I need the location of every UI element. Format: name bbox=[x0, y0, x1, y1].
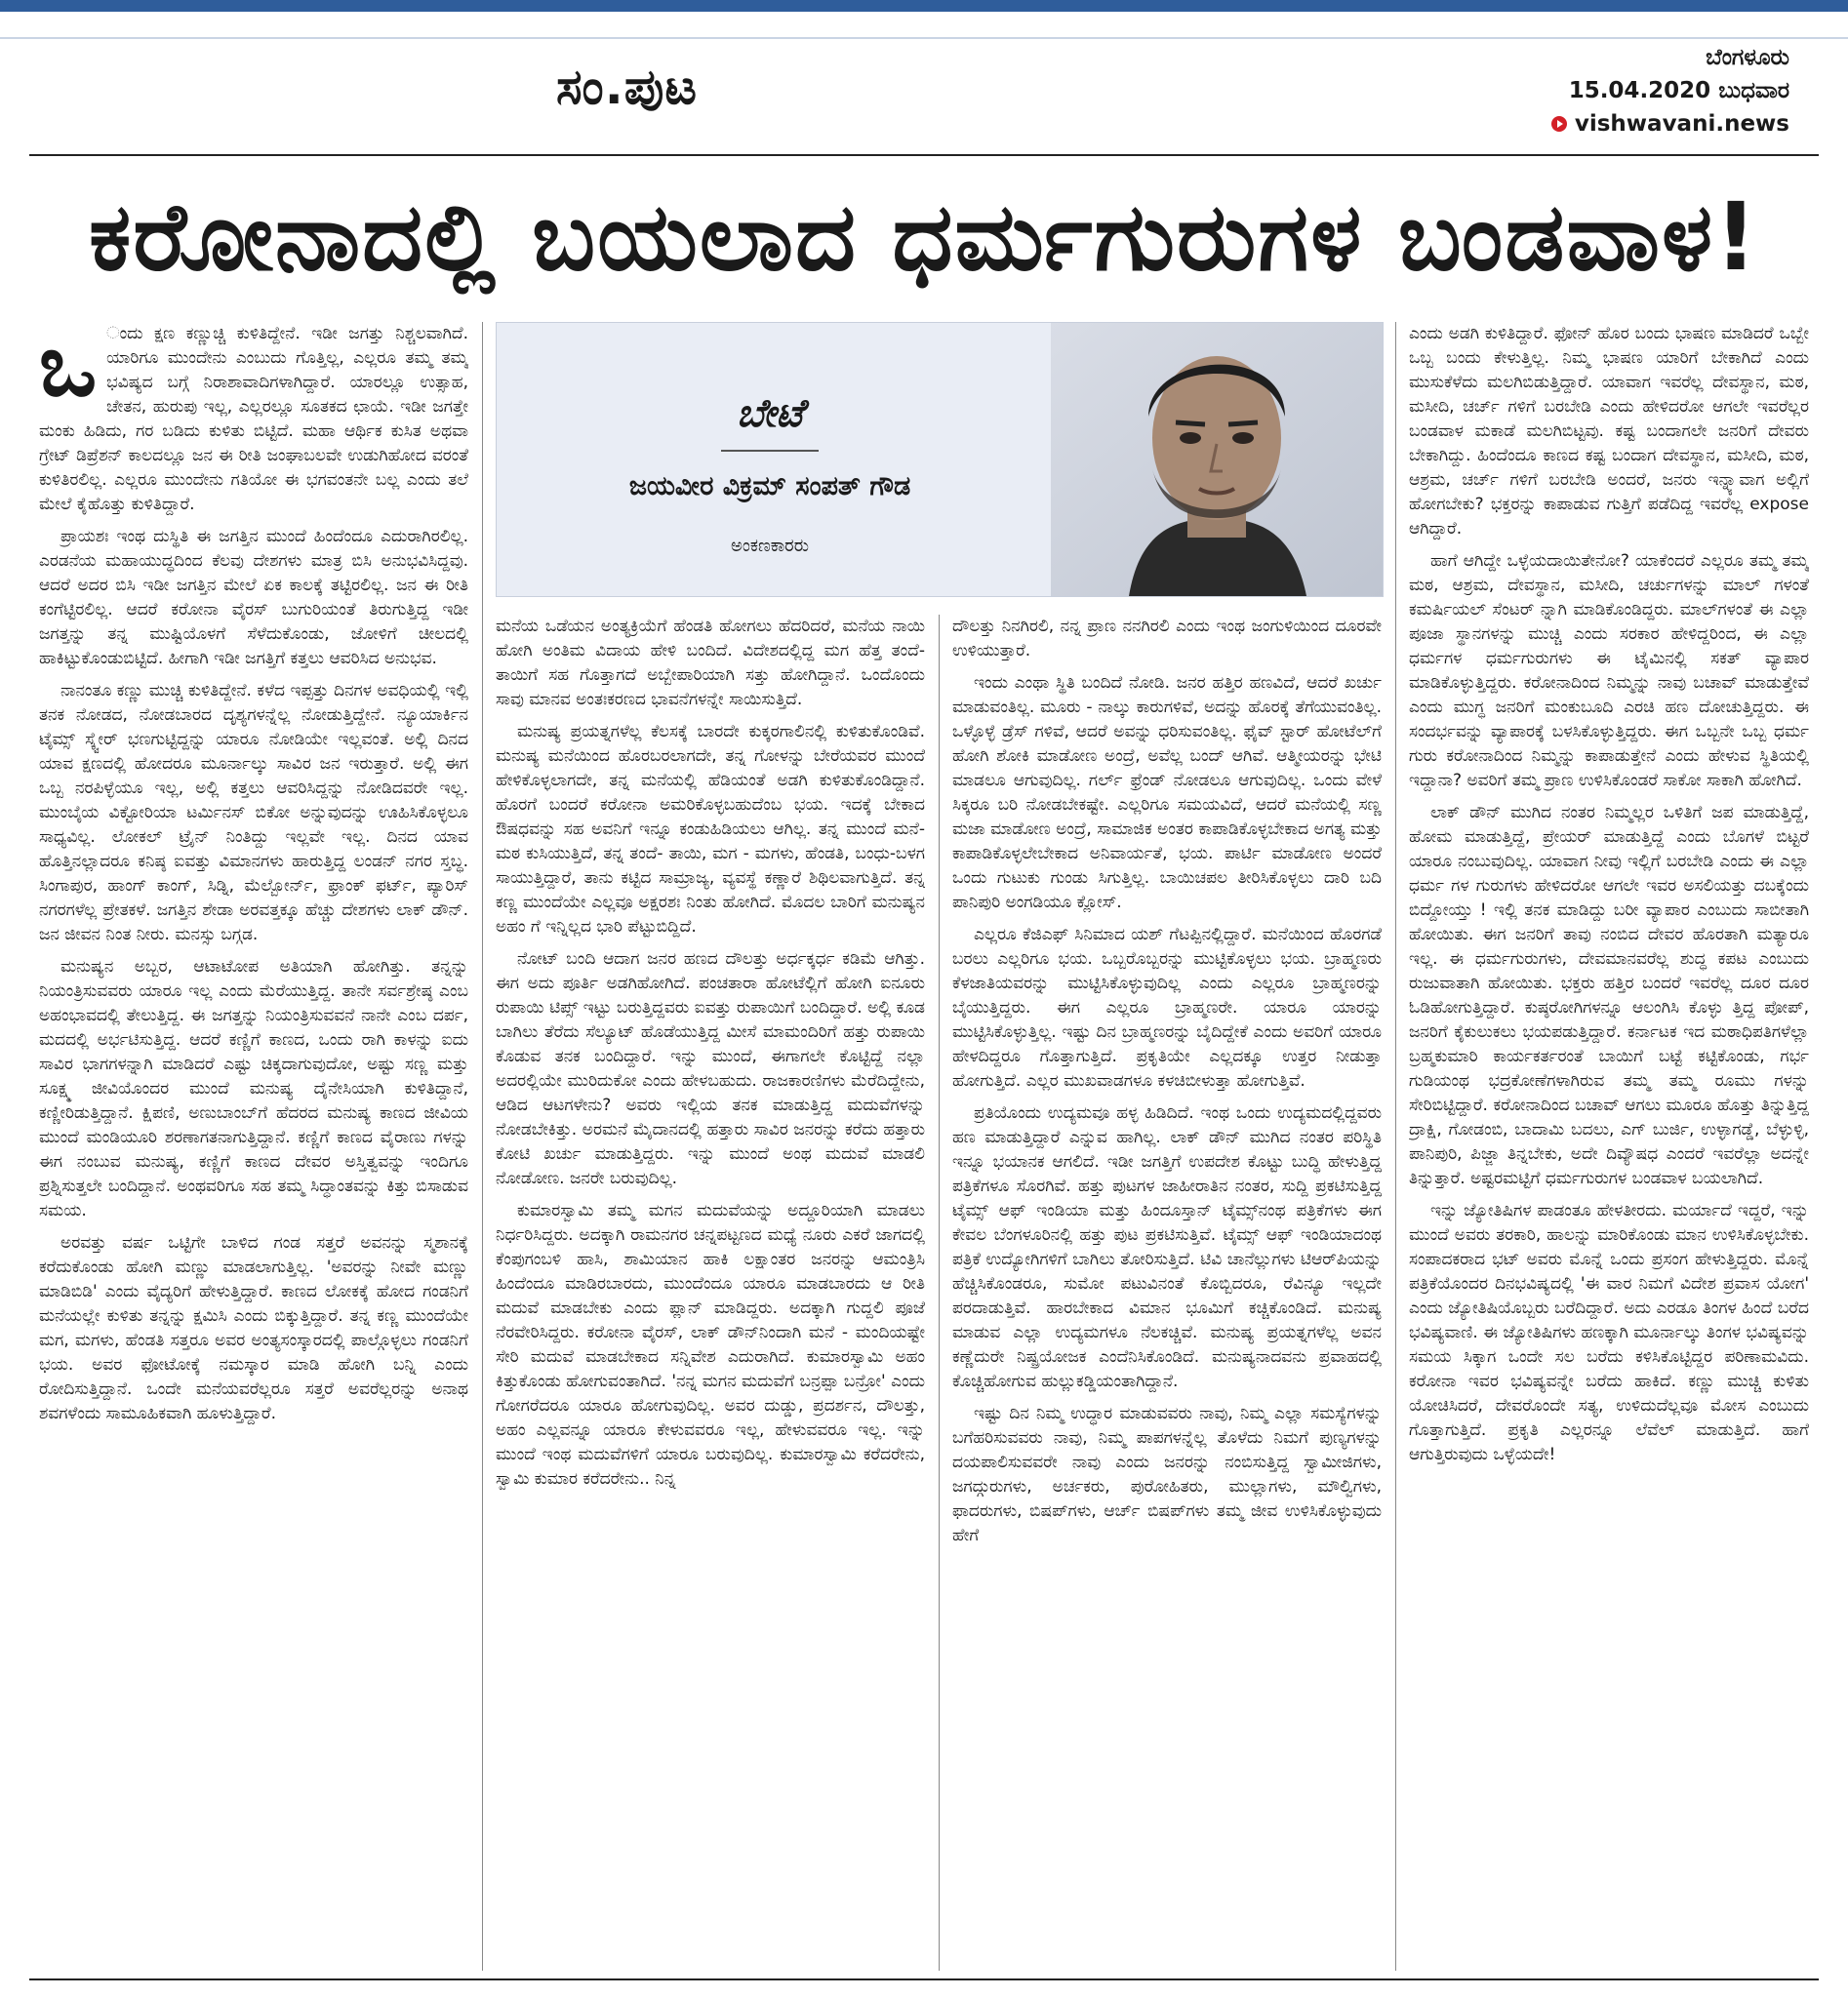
headline: ಕರೋನಾದಲ್ಲಿ ಬಯಲಾದ ಧರ್ಮಗುರುಗಳ ಬಂಡವಾಳ! bbox=[89, 182, 1759, 292]
top-accent-line bbox=[0, 37, 1848, 39]
paragraph: ಮನುಷ್ಯ ಪ್ರಯತ್ನಗಳೆಲ್ಲ ಕೆಲಸಕ್ಕೆ ಬಾರದೇ ಕುಕ್ಕರಗಾಲಿನಲ್ಲಿ ಕುಳಿತುಕೊಂಡಿವೆ. ಮನುಷ್ಯ ಮನೆಯಿಂದ ಹೊರಬರಲಾಗದೇ, ತನ್ನ ಗೋಳನ್ನು ಬೇರೆಯವರ ಮುಂದೆ ಹೇಳಿಕೊಳ್ಳಲಾಗದೇ, ತನ್ನ ಮನೆಯಲ್ಲಿ ಹೆಡಿಯಂತೆ ಅಡಗಿ ಕುಳಿತುಕೊಂಡಿದ್ದಾನೆ. ಹೊರಗೆ ಬಂದರೆ ಕರೋನಾ ಅಮರಿಕೊಳ್ಳಬಹುದೆಂಬ ಭಯ. ಇದಕ್ಕೆ ಬೇಕಾದ ಔಷಧವನ್ನು ಸಹ ಅವನಿಗೆ ಇನ್ನೂ ಕಂಡುಹಿಡಿಯಲು ಆಗಿಲ್ಲ. ತನ್ನ ಮುಂದೆ ಮನೆ-ಮಠ ಕುಸಿಯುತ್ತಿದೆ, ತನ್ನ ತಂದೆ- ತಾಯಿ, ಮಗ - ಮಗಳು, ಹೆಂಡತಿ, ಬಂಧು-ಬಳಗ ಸಾಯುತ್ತಿದ್ದಾರೆ, ತಾನು ಕಟ್ಟಿದ ಸಾಮ್ರಾಜ್ಯ, ವ್ಯವಸ್ಥೆ ಕಣ್ಣಾರೆ ಶಿಥಿಲವಾಗುತ್ತಿದೆ. ತನ್ನ ಕಣ್ಣ ಮುಂದೆಯೇ ಎಲ್ಲವೂ ಅಕ್ಷರಶಃ ನಿಂತು ಹೋಗಿದೆ. ಮೊದಲ ಬಾರಿಗೆ ಮನುಷ್ಯನ ಅಹಂ ಗೆ ಇನ್ನಿಲ್ಲದ ಭಾರಿ ಪೆಟ್ಟುಬಿದ್ದಿದೆ. bbox=[496, 722, 925, 937]
section-title: ಸಂ.ಪುಟ bbox=[556, 59, 699, 115]
paragraph: ನೋಟ್ ಬಂದಿ ಆದಾಗ ಜನರ ಹಣದ ದೌಲತ್ತು ಅರ್ಧಕ್ಕರ್ಧ ಕಡಿಮೆ ಆಗಿತ್ತು. ಈಗ ಅದು ಪೂರ್ತಿ ಅಡಗಿಹೋಗಿದೆ. ಪಂಚತಾರಾ ಹೋಟೆಲ್ಲಿಗೆ ಹೋಗಿ ಐನೂರು ರುಪಾಯಿ ಟಿಪ್ಸ್ ಇಟ್ಟು ಬರುತ್ತಿದ್ದವರು ಐವತ್ತು ರುಪಾಯಿಗೆ ಬಂದಿದ್ದಾರೆ. ಅಲ್ಲಿ ಕೂಡ ಬಾಗಿಲು ತೆರೆದು ಸೆಲ್ಯೂಟ್ ಹೊಡೆಯುತ್ತಿದ್ದ ಮೀಸೆ ಮಾಮಂದಿರಿಗೆ ಹತ್ತು ರುಪಾಯಿ ಕೊಡುವ ತನಕ ಬಂದಿದ್ದಾರೆ. ಇನ್ನು ಮುಂದೆ, ಈಗಾಗಲೇ ಕೊಟ್ಟಿದ್ದೆ ನಲ್ಲಾ ಅದರಲ್ಲಿಯೇ ಮುರಿದುಕೋ ಎಂದು ಹೇಳಬಹುದು. ರಾಜಕಾರಣಿಗಳು ಮೆರೆದಿದ್ದೇನು, ಆಡಿದ ಆಟಗಳೇನು? ಅವರು ಇಲ್ಲಿಯ ತನಕ ಮಾಡುತ್ತಿದ್ದ ಮದುವೆಗಳನ್ನು ನೋಡಬೇಕಿತ್ತು. ಅರಮನೆ ಮೈದಾನದಲ್ಲಿ ಹತ್ತಾರು ಸಾವಿರ ಜನರನ್ನು ಕರೆದು ಹತ್ತಾರು ಕೋಟಿ ಖರ್ಚು ಮಾಡುತ್ತಿದ್ದರು. ಇನ್ನು ಮುಂದೆ ಅಂಥ ಮದುವೆ ಮಾಡಲಿ ನೋಡೋಣ. ಜನರೇ ಬರುವುದಿಲ್ಲ. bbox=[496, 949, 925, 1188]
paragraph bbox=[39, 322, 468, 517]
website-url[interactable]: vishwavani.news bbox=[1574, 111, 1789, 137]
city: ಬೆಂಗಳೂರು bbox=[1706, 45, 1789, 70]
paragraph: ಮನುಷ್ಯನ ಅಬ್ಬರ, ಆಟಾಟೋಪ ಅತಿಯಾಗಿ ಹೋಗಿತ್ತು. ತನ್ನನ್ನು ನಿಯಂತ್ರಿಸುವವರು ಯಾರೂ ಇಲ್ಲ ಎಂದು ಮೆರೆಯುತ್ತಿದ್ದ. ತಾನೇ ಸರ್ವಶ್ರೇಷ್ಠ ಎಂಬ ಅಹಂಭಾವದಲ್ಲಿ ತೇಲುತ್ತಿದ್ದ. ಈ ಜಗತ್ತನ್ನು ನಿಯಂತ್ರಿಸುವವನೆ ನಾನೇ ಎಂಬ ದರ್ಪ, ಮದದಲ್ಲಿ ಅರ್ಭಟಿಸುತ್ತಿದ್ದ. ಆದರೆ ಕಣ್ಣಿಗೆ ಕಾಣದ, ಒಂದು ರಾಗಿ ಕಾಳನ್ನು ಐದು ಸಾವಿರ ಭಾಗಗಳನ್ನಾಗಿ ಮಾಡಿದರೆ ಎಷ್ಟು ಚಿಕ್ಕದಾಗುವುದೋ, ಅಷ್ಟು ಸಣ್ಣ ಮತ್ತು ಸೂಕ್ಷ್ಮ ಜೀವಿಯೊಂದರ ಮುಂದೆ ಮನುಷ್ಯ ದೈನೇಸಿಯಾಗಿ ಕುಳಿತಿದ್ದಾನೆ, ಕಣ್ಣೀರಿಡುತ್ತಿದ್ದಾನೆ. ಕ್ಷಿಪಣಿ, ಅಣುಬಾಂಬ್‌ಗೆ ಹೆದರದ ಮನುಷ್ಯ ಕಾಣದ ಜೀವಿಯ ಮುಂದೆ ಮಂಡಿಯೂರಿ ಶರಣಾಗತನಾಗುತ್ತಿದ್ದಾನೆ. ಕಣ್ಣಿಗೆ ಕಾಣದ ವೈರಾಣು ಗಳನ್ನು ಈಗ ನಂಬುವ ಮನುಷ್ಯ, ಕಣ್ಣಿಗೆ ಕಾಣದ ದೇವರ ಅಸ್ತಿತ್ವವನ್ನು ಇಂದಿಗೂ ಪ್ರಶ್ನಿಸುತ್ತಲೇ ಬಂದಿದ್ದಾನೆ. ಅಂಥವರಿಗೂ ಸಹ ತಮ್ಮ ಸಿದ್ಧಾಂತವನ್ನು ಕಿತ್ತು ಬಿಸಾಡುವ ಸಮಯ. bbox=[39, 957, 468, 1220]
paragraph: ಪ್ರಾಯಶಃ ಇಂಥ ದುಸ್ಥಿತಿ ಈ ಜಗತ್ತಿನ ಮುಂದೆ ಹಿಂದೆಂದೂ ಎದುರಾಗಿರಲಿಲ್ಲ. ಎರಡನೆಯ ಮಹಾಯುದ್ಧದಿಂದ ಕೆಲವು ದೇಶಗಳು ಮಾತ್ರ ಬಿಸಿ ಅನುಭವಿಸಿದ್ದವು. ಆದರೆ ಅದರ ಬಿಸಿ ಇಡೀ ಜಗತ್ತಿನ ಮೇಲೆ ಏಕ ಕಾಲಕ್ಕೆ ತಟ್ಟಿರಲಿಲ್ಲ. ಜನ ಈ ರೀತಿ ಕಂಗೆಟ್ಟಿರಲಿಲ್ಲ. ಆದರೆ ಕರೋನಾ ವೈರಸ್ ಬುಗುರಿಯಂತೆ ತಿರುಗುತ್ತಿದ್ದ ಇಡೀ ಜಗತ್ತನ್ನು ತನ್ನ ಮುಷ್ಟಿಯೊಳಗೆ ಸೆಳೆದುಕೊಂಡು, ಜೋಳಿಗೆ ಚೀಲದಲ್ಲಿ ಹಾಕಿಟ್ಟುಕೊಂಡುಬಿಟ್ಟಿದೆ. ಹೀಗಾಗಿ ಇಡೀ ಜಗತ್ತಿಗೆ ಕತ್ತಲು ಆವರಿಸಿದ ಅನುಭವ. bbox=[39, 527, 468, 668]
footer-divider bbox=[29, 1978, 1819, 1980]
header-divider bbox=[29, 154, 1819, 156]
byline-box bbox=[496, 322, 1384, 597]
top-accent-bar bbox=[0, 0, 1848, 12]
paragraph: ಮನೆಯ ಒಡೆಯನ ಅಂತ್ಯಕ್ರಿಯೆಗೆ ಹೆಂಡತಿ ಹೋಗಲು ಹೆದರಿದರೆ, ಮನೆಯ ನಾಯಿ ಹೋಗಿ ಅಂತಿಮ ವಿದಾಯ ಹೇಳಿ ಬಂದಿದೆ. ವಿದೇಶದಲ್ಲಿದ್ದ ಮಗ ಹೆತ್ತ ತಂದೆ-ತಾಯಿಗೆ ಸಹ ಗೊತ್ತಾಗದೆ ಅಬ್ಬೇಪಾರಿಯಾಗಿ ಸತ್ತು ಹೋಗಿದ್ದಾನೆ. ಒಂದೊಂದು ಸಾವು ಮಾನವ ಅಂತಃಕರಣದ ಭಾವನೆಗಳನ್ನೇ ಸಾಯಿಸುತ್ತಿದೆ. bbox=[496, 617, 925, 709]
paragraph: ಎಲ್ಲರೂ ಕೆಜಿಎಫ್ ಸಿನಿಮಾದ ಯಶ್ ಗೆಟಪ್ಪಿನಲ್ಲಿದ್ದಾರೆ. ಮನೆಯಿಂದ ಹೊರಗಡೆ ಬರಲು ಎಲ್ಲರಿಗೂ ಭಯ. ಒಬ್ಬರೊಬ್ಬರನ್ನು ಮುಟ್ಟಿಕೊಳ್ಳಲು ಭಯ. ಬ್ರಾಹ್ಮಣರು ಕೆಳಜಾತಿಯವರನ್ನು ಮುಟ್ಟಿಸಿಕೊಳ್ಳುವುದಿಲ್ಲ ಎಂದು ಎಲ್ಲರೂ ಬ್ರಾಹ್ಮಣರನ್ನು ಬೈಯುತ್ತಿದ್ದರು. ಈಗ ಎಲ್ಲರೂ ಬ್ರಾಹ್ಮಣರೇ. ಯಾರೂ ಯಾರನ್ನು ಮುಟ್ಟಿಸಿಕೊಳ್ಳುತ್ತಿಲ್ಲ. ಇಷ್ಟು ದಿನ ಬ್ರಾಹ್ಮಣರನ್ನು ಬೈದಿದ್ದೇಕೆ ಎಂದು ಅವರಿಗೆ ಯಾರೂ ಹೇಳದಿದ್ದರೂ ಗೊತ್ತಾಗುತ್ತಿದೆ. ಪ್ರಕೃತಿಯೇ ಎಲ್ಲದಕ್ಕೂ ಉತ್ತರ ನೀಡುತ್ತಾ ಹೋಗುತ್ತಿದೆ. ಎಲ್ಲರ ಮುಖವಾಡಗಳೂ ಕಳಚಿಬೀಳುತ್ತಾ ಹೋಗುತ್ತಿವೆ. bbox=[952, 925, 1382, 1091]
paragraph: ಪ್ರತಿಯೊಂದು ಉದ್ಯಮವೂ ಹಳ್ಳ ಹಿಡಿದಿದೆ. ಇಂಥ ಒಂದು ಉದ್ಯಮದಲ್ಲಿದ್ದವರು ಹಣ ಮಾಡುತ್ತಿದ್ದಾರೆ ಎನ್ನುವ ಹಾಗಿಲ್ಲ. ಲಾಕ್ ಡೌನ್ ಮುಗಿದ ನಂತರ ಪರಿಸ್ಥಿತಿ ಇನ್ನೂ ಭಯಾನಕ ಆಗಲಿದೆ. ಇಡೀ ಜಗತ್ತಿಗೆ ಉಪದೇಶ ಕೊಟ್ಟು ಬುದ್ಧಿ ಹೇಳುತ್ತಿದ್ದ ಪತ್ರಿಕೆಗಳೂ ಸೊರಗಿವೆ. ಹತ್ತು ಪುಟಗಳ ಜಾಹೀರಾತಿನ ನಂತರ, ಸುದ್ದಿ ಪ್ರಕಟಿಸುತ್ತಿದ್ದ ಟೈಮ್ಸ್ ಆಫ್ ಇಂಡಿಯಾ ಮತ್ತು ಹಿಂದೂಸ್ತಾನ್ ಟೈಮ್ಸ್‌ನಂಥ ಪತ್ರಿಕೆಗಳು ಈಗ ಕೇವಲ ಬೆಂಗಳೂರಿನಲ್ಲಿ ಹತ್ತು ಪುಟ ಪ್ರಕಟಿಸುತ್ತಿವೆ. ಟೈಮ್ಸ್ ಆಫ್ ಇಂಡಿಯಾದಂಥ ಪತ್ರಿಕೆ ಉದ್ಯೋಗಿಗಳಿಗೆ ಬಾಗಿಲು ತೋರಿಸುತ್ತಿದೆ. ಟಿವಿ ಚಾನೆಲ್ಲುಗಳು ಟಿಆರ್‌ಪಿಯನ್ನು ಹೆಚ್ಚಿಸಿಕೊಂಡರೂ, ಸುಮೋ ಪಟುವಿನಂತೆ ಕೊಬ್ಬಿದರೂ, ರೆವಿನ್ಯೂ ಇಲ್ಲದೇ ಪರದಾಡುತ್ತಿವೆ. ಹಾರಬೇಕಾದ ವಿಮಾನ ಭೂಮಿಗೆ ಕಚ್ಚಿಕೊಂಡಿದೆ. ಮನುಷ್ಯ ಮಾಡುವ ಎಲ್ಲಾ ಉದ್ಯಮಗಳೂ ನೆಲಕಚ್ಚಿವೆ. ಮನುಷ್ಯ ಪ್ರಯತ್ನಗಳೆಲ್ಲ ಅವನ ಕಣ್ಣೆದುರೇ ನಿಷ್ಪ್ರಯೋಜಕ ಎಂದೆನಿಸಿಕೊಂಡಿದೆ. ಮನುಷ್ಯನಾದವನು ಪ್ರವಾಹದಲ್ಲಿ ಕೊಚ್ಚಿಹೋಗುವ ಹುಲ್ಲುಕಡ್ಡಿಯಂತಾಗಿದ್ದಾನೆ. bbox=[952, 1103, 1382, 1391]
author-role: ಅಂಕಣಕಾರರು bbox=[731, 536, 809, 556]
paragraph: ಅರವತ್ತು ವರ್ಷ ಒಟ್ಟಿಗೇ ಬಾಳಿದ ಗಂಡ ಸತ್ತರೆ ಅವನನ್ನು ಸ್ಮಶಾನಕ್ಕೆ ಕರೆದುಕೊಂಡು ಹೋಗಿ ಮಣ್ಣು ಮಾಡಲಾಗುತ್ತಿಲ್ಲ. 'ಅವರನ್ನು ನೀವೇ ಮಣ್ಣು ಮಾಡಿಬಿಡಿ' ಎಂದು ವೈದ್ಯರಿಗೆ ಹೇಳುತ್ತಿದ್ದಾರೆ. ಕಾಣದ ಲೋಕಕ್ಕೆ ಹೋದ ಗಂಡನಿಗೆ ಮನೆಯಲ್ಲೇ ಕುಳಿತು ತನ್ನನ್ನು ಕ್ಷಮಿಸಿ ಎಂದು ಬಿಕ್ಕುತ್ತಿದ್ದಾರೆ. ತನ್ನ ಕಣ್ಣ ಮುಂದೆಯೇ ಮಗ, ಮಗಳು, ಹೆಂಡತಿ ಸತ್ತರೂ ಅವರ ಅಂತ್ಯಸಂಸ್ಕಾರದಲ್ಲಿ ಪಾಲ್ಗೊಳ್ಳಲು ಗಂಡನಿಗೆ ಭಯ. ಅವರ ಫೋಟೋಕ್ಕೆ ನಮಸ್ಕಾರ ಮಾಡಿ ಹೋಗಿ ಬನ್ನಿ ಎಂದು ರೋದಿಸುತ್ತಿದ್ದಾನೆ. ಒಂದೇ ಮನೆಯವರೆಲ್ಲರೂ ಸತ್ತರೆ ಅವರೆಲ್ಲರನ್ನು ಅನಾಥ ಶವಗಳೆಂದು ಸಾಮೂಹಿಕವಾಗಿ ಹೂಳುತ್ತಿದ್ದಾರೆ. bbox=[39, 1233, 468, 1423]
paragraph: ಇಷ್ಟು ದಿನ ನಿಮ್ಮ ಉದ್ಧಾರ ಮಾಡುವವರು ನಾವು, ನಿಮ್ಮ ಎಲ್ಲಾ ಸಮಸ್ಯೆಗಳನ್ನು ಬಗೆಹರಿಸುವವರು ನಾವು, ನಿಮ್ಮ ಪಾಪಗಳನ್ನೆಲ್ಲ ತೊಳೆದು ನಿಮಗೆ ಪುಣ್ಯಗಳನ್ನು ದಯಪಾಲಿಸುವವರೇ ನಾವು ಎಂದು ಜನರನ್ನು ನಂಬಿಸುತ್ತಿದ್ದ ಸ್ವಾಮೀಜಿಗಳು, ಜಗದ್ಗುರುಗಳು, ಅರ್ಚಕರು, ಪುರೋಹಿತರು, ಮುಲ್ಲಾಗಳು, ಮೌಲ್ವಿಗಳು, ಫಾದರುಗಳು, ಬಿಷಪ್‌ಗಳು, ಆರ್ಚ್ ಬಿಷಪ್‌ಗಳು ತಮ್ಮ ಜೀವ ಉಳಿಸಿಕೊಳ್ಳುವುದು ಹೇಗೆ bbox=[952, 1404, 1382, 1545]
date: 15.04.2020 ಬುಧವಾರ bbox=[1568, 78, 1789, 103]
column-2 bbox=[496, 615, 925, 1971]
paragraph: ಎಂದು ಅಡಗಿ ಕುಳಿತಿದ್ದಾರೆ. ಫೋನ್ ಹೊರ ಬಂದು ಭಾಷಣ ಮಾಡಿದರೆ ಒಬ್ಬೇ ಒಬ್ಬ ಬಂದು ಕೇಳುತ್ತಿಲ್ಲ. ನಿಮ್ಮ ಭಾಷಣ ಯಾರಿಗೆ ಬೇಕಾಗಿದೆ ಎಂದು ಮುಸುಕೆಳೆದು ಮಲಗಿಬಿಡುತ್ತಿದ್ದಾರೆ. ಯಾವಾಗ ಇವರೆಲ್ಲ ದೇವಸ್ಥಾನ, ಮಠ, ಮಸೀದಿ, ಚರ್ಚ್ ಗಳಿಗೆ ಬರಬೇಡಿ ಎಂದು ಹೇಳಿದರೋ ಆಗಲೇ ಇವರೆಲ್ಲರ ಬಂಡವಾಳ ಮಕಾಡೆ ಮಲಗಿಬಿಟ್ಟವು. ಕಷ್ಟ ಬಂದಾಗಲೇ ಜನರಿಗೆ ದೇವರು ಬೇಕಾಗಿದ್ದು. ಹಿಂದೆಂದೂ ಕಾಣದ ಕಷ್ಟ ಬಂದಾಗ ದೇವಸ್ಥಾನ, ಮಸೀದಿ, ಮಠ, ಆಶ್ರಮ, ಚರ್ಚ್ ಗಳಿಗೆ ಬರಬೇಡಿ ಅಂದರೆ, ಜನರು ಇನ್ನ್ಯಾವಾಗ ಅಲ್ಲಿಗೆ ಹೋಗಬೇಕು? ಭಕ್ತರನ್ನು ಕಾಪಾಡುವ ಗುತ್ತಿಗೆ ಪಡೆದಿದ್ದ ಇವರೆಲ್ಲ expose ಆಗಿದ್ದಾರೆ. bbox=[1409, 324, 1809, 539]
column-1 bbox=[39, 322, 468, 1971]
paragraph: ಲಾಕ್ ಡೌನ್ ಮುಗಿದ ನಂತರ ನಿಮ್ಮಲ್ಲರ ಒಳಿತಿಗೆ ಜಪ ಮಾಡುತ್ತಿದ್ದೆ, ಹೋಮ ಮಾಡುತ್ತಿದ್ದೆ, ಪ್ರೇಯರ್ ಮಾಡುತ್ತಿದ್ದೆ ಎಂದು ಬೊಗಳೆ ಬಿಟ್ಟರೆ ಯಾರೂ ನಂಬುವುದಿಲ್ಲ. ಯಾವಾಗ ನೀವು ಇಲ್ಲಿಗೆ ಬರಬೇಡಿ ಎಂದು ಈ ಎಲ್ಲಾ ಧರ್ಮ ಗಳ ಗುರುಗಳು ಹೇಳಿದರೋ ಆಗಲೇ ಇವರ ಅಸಲಿಯತ್ತು ದಬಕ್ಕೆಂದು ಬಿದ್ದೋಯ್ತು ! ಇಲ್ಲಿ ತನಕ ಮಾಡಿದ್ದು ಬರೀ ವ್ಯಾಪಾರ ಎಂಬುದು ಸಾಬೀತಾಗಿ ಹೋಯಿತು. ಈಗ ಜನರಿಗೆ ತಾವು ನಂಬಿದ ದೇವರ ಹೊರತಾಗಿ ಮತ್ಯಾರೂ ಇಲ್ಲ. ಈ ಧರ್ಮಗುರುಗಳು, ದೇವಮಾನವರೆಲ್ಲ ಶುದ್ಧ ಕಪಟ ಎಂಬುದು ರುಜುವಾತಾಗಿ ಹೋಯಿತು. ಭಕ್ತರು ಹತ್ತಿರ ಬಂದರೆ ಇವರೆಲ್ಲ ದೂರ ದೂರ ಓಡಿಹೋಗುತ್ತಿದ್ದಾರೆ. ಕುಷ್ಠರೋಗಿಗಳನ್ನೂ ಆಲಂಗಿಸಿ ಕೊಳ್ಳು ತ್ತಿದ್ದ ಪೋಪ್, ಜನರಿಗೆ ಕೈಕುಲುಕಲು ಭಯಪಡುತ್ತಿದ್ದಾರೆ. ಕರ್ನಾಟಕ ಇದ ಮಠಾಧಿಪತಿಗಳೆಲ್ಲಾ ಬ್ರಹ್ಮಕುಮಾರಿ ಕಾರ್ಯಕರ್ತರಂತೆ ಬಾಯಿಗೆ ಬಟ್ಟೆ ಕಟ್ಟಿಕೊಂಡು, ಗರ್ಭ ಗುಡಿಯಂಥ ಭದ್ರಕೋಣೆಗಳಾಗಿರುವ ತಮ್ಮ ತಮ್ಮ ರೂಮು ಗಳನ್ನು ಸೇರಿಬಿಟ್ಟಿದ್ದಾರೆ. ಕರೋನಾದಿಂದ ಬಚಾವ್ ಆಗಲು ಮೂರೂ ಹೊತ್ತು ತಿನ್ನುತ್ತಿದ್ದ ದ್ರಾಕ್ಷಿ, ಗೋಡಂಬಿ, ಬಾದಾಮಿ ಬದಲು, ಎಗ್ ಬುರ್ಜಿ, ಉಳ್ಳಾಗಡ್ಡೆ, ಬೆಳ್ಳುಳ್ಳಿ, ಪಾನಿಪುರಿ, ಪಿಜ್ಜಾ ತಿನ್ನಬೇಕು, ಅದೇ ದಿವ್ಯೌಷಧ ಎಂದರೆ ಇವರೆಲ್ಲಾ ಅದನ್ನೇ ತಿನ್ನುತ್ತಾರೆ. ಅಷ್ಟರಮಟ್ಟಿಗೆ ಧರ್ಮಗುರುಗಳ ಬಂಡವಾಳ ಬಯಲಾಗಿದೆ. bbox=[1409, 803, 1809, 1188]
dateline bbox=[1551, 41, 1789, 140]
article-body bbox=[39, 322, 1809, 1971]
portrait-illustration bbox=[1051, 323, 1383, 596]
author-portrait-icon bbox=[1051, 323, 1383, 596]
paragraph: ನಾನಂತೂ ಕಣ್ಣು ಮುಚ್ಚಿ ಕುಳಿತಿದ್ದೇನೆ. ಕಳೆದ ಇಪ್ಪತ್ತು ದಿನಗಳ ಅವಧಿಯಲ್ಲಿ ಇಲ್ಲಿ ತನಕ ನೋಡದ, ನೋಡಬಾರದ ದೃಶ್ಯಗಳನ್ನೆಲ್ಲ ನೋಡುತ್ತಿದ್ದೇನೆ. ನ್ಯೂಯಾರ್ಕಿನ ಟೈಮ್ಸ್ ಸ್ಕ್ವೇರ್ ಭಣಗುಟ್ಟಿದ್ದನ್ನು ಯಾರೂ ನೋಡಿಯೇ ಇಲ್ಲವಂತೆ. ಅಲ್ಲಿ ದಿನದ ಯಾವ ಕ್ಷಣದಲ್ಲಿ ಹೋದರೂ ಮೂರ್ನಾಲ್ಕು ಸಾವಿರ ಜನ ಇರುತ್ತಾರೆ. ಅಲ್ಲಿ ಈಗ ಒಬ್ಬ ನರಪಿಳ್ಳೆಯೂ ಇಲ್ಲ, ಅಲ್ಲಿ ಕತ್ತಲು ಆವರಿಸಿದ್ದನ್ನು ನೋಡಿದವರೇ ಇಲ್ಲ. ಮುಂಬೈಯ ವಿಕ್ಟೋರಿಯಾ ಟರ್ಮಿನಸ್ ಬಿಕೋ ಅನ್ನುವುದನ್ನು ಊಹಿಸಿಕೊಳ್ಳಲೂ ಸಾಧ್ಯವಿಲ್ಲ. ಲೋಕಲ್ ಟ್ರೈನ್ ನಿಂತಿದ್ದು ಇಲ್ಲವೇ ಇಲ್ಲ. ದಿನದ ಯಾವ ಹೊತ್ತಿನಲ್ಲಾದರೂ ಕನಿಷ್ಠ ಐವತ್ತು ವಿಮಾನಗಳು ಹಾರುತ್ತಿದ್ದ ಲಂಡನ್ ನಗರ ಸ್ತಬ್ಧ. ಸಿಂಗಾಪುರ, ಹಾಂಗ್ ಕಾಂಗ್, ಸಿಡ್ನಿ, ಮೆಲ್ಬೋರ್ನ್, ಫ್ರಾಂಕ್ ಫರ್ಟ್, ಪ್ಯಾರಿಸ್ ನಗರಗಳೆಲ್ಲ ಪ್ರೇತಕಳೆ. ಜಗತ್ತಿನ ಶೇಡಾ ಅರವತ್ತಕ್ಕೂ ಹೆಚ್ಚು ದೇಶಗಳು ಲಾಕ್ ಡೌನ್. ಜನ ಜೀವನ ನಿಂತ ನೀರು. ಮನಸ್ಸು ಬಗ್ಗಡ. bbox=[39, 681, 468, 944]
paragraph: ಹಾಗೆ ಆಗಿದ್ದೇ ಒಳ್ಳೆಯದಾಯಿತೇನೋ? ಯಾಕೆಂದರೆ ಎಲ್ಲರೂ ತಮ್ಮ ತಮ್ಮ ಮಠ, ಆಶ್ರಮ, ದೇವಸ್ಥಾನ, ಮಸೀದಿ, ಚರ್ಚುಗಳನ್ನು ಮಾಲ್ ಗಳಂತೆ ಕಮರ್ಷಿಯಲ್ ಸೆಂಟರ್ ನ್ನಾಗಿ ಮಾಡಿಕೊಂಡಿದ್ದರು. ಮಾಲ್‌ಗಳಂತೆ ಈ ಎಲ್ಲಾ ಪೂಜಾ ಸ್ಥಾನಗಳನ್ನು ಮುಚ್ಚಿ ಎಂದು ಸರಕಾರ ಹೇಳಿದ್ದರಿಂದ, ಈ ಎಲ್ಲಾ ಧರ್ಮಗಳ ಧರ್ಮಗುರುಗಳು ಈ ಟೈಮಿನಲ್ಲಿ ಸಕತ್ ವ್ಯಾಪಾರ ಮಾಡಿಕೊಳ್ಳುತ್ತಿದ್ದರು. ಕರೋನಾದಿಂದ ನಿಮ್ಮನ್ನು ನಾವು ಬಚಾವ್ ಮಾಡುತ್ತೇವೆ ಎಂದು ಮುಗ್ಧ ಜನರಿಗೆ ಮಂಕುಬೂದಿ ಎರಚಿ ಹಣ ದೋಚುತ್ತಿದ್ದರು. ಈ ಸಂದರ್ಭವನ್ನು ವ್ಯಾಪಾರಕ್ಕೆ ಬಳಸಿಕೊಳ್ಳುತ್ತಿದ್ದರು. ಈಗ ಒಬ್ಬನೇ ಒಬ್ಬ ಧರ್ಮ ಗುರು ಕರೋನಾದಿಂದ ನಿಮ್ಮನ್ನು ಕಾಪಾಡುತ್ತೇನೆ ಎಂದು ಹೇಳುವ ಸ್ಥಿತಿಯಲ್ಲಿ ಇದ್ದಾನಾ? ಅವರಿಗೆ ತಮ್ಮ ಪ್ರಾಣ ಉಳಿಸಿಕೊಂಡರೆ ಸಾಕೋ ಸಾಕಾಗಿ ಹೋಗಿದೆ. bbox=[1409, 551, 1809, 790]
author-name: ಜಯವೀರ ವಿಕ್ರಮ್ ಸಂಪತ್ ಗೌಡ bbox=[628, 471, 911, 501]
paragraph: ಕುಮಾರಸ್ವಾಮಿ ತಮ್ಮ ಮಗನ ಮದುವೆಯನ್ನು ಅದ್ದೂರಿಯಾಗಿ ಮಾಡಲು ನಿರ್ಧರಿಸಿದ್ದರು. ಅದಕ್ಕಾಗಿ ರಾಮನಗರ ಚನ್ನಪಟ್ಟಣದ ಮಧ್ಯೆ ನೂರು ಎಕರೆ ಜಾಗದಲ್ಲಿ ಕೆಂಪುಗಂಬಳಿ ಹಾಸಿ, ಶಾಮಿಯಾನ ಹಾಕಿ ಲಕ್ಷಾಂತರ ಜನರನ್ನು ಆಮಂತ್ರಿಸಿ ಹಿಂದೆಂದೂ ಮಾಡಿರಬಾರದು, ಮುಂದೆಂದೂ ಯಾರೂ ಮಾಡಬಾರದು ಆ ರೀತಿ ಮದುವೆ ಮಾಡಬೇಕು ಎಂದು ಪ್ಲಾನ್ ಮಾಡಿದ್ದರು. ಅದಕ್ಕಾಗಿ ಗುದ್ದಲಿ ಪೂಜೆ ನೆರವೇರಿಸಿದ್ದರು. ಕರೋನಾ ವೈರಸ್, ಲಾಕ್ ಡೌನ್‌ನಿಂದಾಗಿ ಮನೆ - ಮಂದಿಯಷ್ಟೇ ಸೇರಿ ಮದುವೆ ಮಾಡಬೇಕಾದ ಸನ್ನಿವೇಶ ಎದುರಾಗಿದೆ. ಕುಮಾರಸ್ವಾಮಿ ಅಹಂ ಕಿತ್ತುಕೊಂಡು ಹೋಗುವಂತಾಗಿದೆ. 'ನನ್ನ ಮಗನ ಮದುವೆಗೆ ಬನ್ರಪ್ಪಾ ಬನ್ರೋ' ಎಂದು ಗೋಗರೆದರೂ ಯಾರೂ ಹೋಗುವುದಿಲ್ಲ. ಅವರ ದುಡ್ಡು, ಪ್ರದರ್ಶನ, ದೌಲತ್ತು, ಅಹಂ ಎಲ್ಲವನ್ನೂ ಯಾರೂ ಕೇಳುವವರೂ ಇಲ್ಲ, ಹೇಳುವವರೂ ಇಲ್ಲ. ಇನ್ನು ಮುಂದೆ ಇಂಥ ಮದುವೆಗಳಿಗೆ ಯಾರೂ ಬರುವುದಿಲ್ಲ. ಕುಮಾರಸ್ವಾಮಿ ಕರೆದರೇನು, ಸ್ವಾಮಿ ಕುಮಾರ ಕರೆದರೇನು.. ನಿನ್ನ bbox=[496, 1201, 925, 1489]
column-divider bbox=[482, 322, 483, 1971]
paragraph-text: ಂದು ಕ್ಷಣ ಕಣ್ಣುಚ್ಚಿ ಕುಳಿತಿದ್ದೇನೆ. ಇಡೀ ಜಗತ್ತು ನಿಶ್ಚಲವಾಗಿದೆ. ಯಾರಿಗೂ ಮುಂದೇನು ಎಂಬುದು ಗೊತ್ತಿಲ್ಲ, ಎಲ್ಲರೂ ತಮ್ಮ ತಮ್ಮ ಭವಿಷ್ಯದ ಬಗ್ಗೆ ನಿರಾಶಾವಾದಿಗಳಾಗಿದ್ದಾರೆ. ಯಾರಲ್ಲೂ ಉತ್ಸಾಹ, ಚೇತನ, ಹುರುಪು ಇಲ್ಲ, ಎಲ್ಲರಲ್ಲೂ ಸೂತಕದ ಛಾಯೆ. ಇಡೀ ಜಗತ್ತೇ ಮಂಕು ಹಿಡಿದು, ಗರ ಬಡಿದು ಕುಳಿತು ಬಿಟ್ಟಿದೆ. ಮಹಾ ಆರ್ಥಿಕ ಕುಸಿತ ಅಥವಾ ಗ್ರೇಟ್ ಡಿಪ್ರೆಶನ್ ಕಾಲದಲ್ಲೂ ಜನ ಈ ರೀತಿ ಜಂಘಾಬಲವೇ ಉಡುಗಿಹೋದ ವರಂತೆ ಕುಳಿತಿರಲಿಲ್ಲ. ಎಲ್ಲರೂ ಮುಂದೇನು ಗತಿಯೋ ಈ ಭಗವಂತನೇ ಬಲ್ಲ ಎಂದು ತಲೆ ಮೇಲೆ ಕೈಹೊತ್ತು ಕುಳಿತಿದ್ದಾರೆ. bbox=[39, 324, 468, 514]
play-icon bbox=[1551, 116, 1567, 132]
drop-cap: ಒ bbox=[39, 322, 98, 416]
paragraph: ಇನ್ನು ಜ್ಯೋತಿಷಿಗಳ ಪಾಡಂತೂ ಹೇಳತೀರದು. ಮರ್ಯಾದೆ ಇದ್ದರೆ, ಇನ್ನು ಮುಂದೆ ಅವರು ತರಕಾರಿ, ಹಾಲನ್ನು ಮಾರಿಕೊಂಡು ಮಾನ ಉಳಿಸಿಕೊಳ್ಳಬೇಕು. ಸಂಪಾದಕರಾದ ಭಟ್ ಅವರು ಮೊನ್ನೆ ಒಂದು ಪ್ರಸಂಗ ಹೇಳುತ್ತಿದ್ದರು. ಮೊನ್ನೆ ಪತ್ರಿಕೆಯೊಂದರ ದಿನಭವಿಷ್ಯದಲ್ಲಿ 'ಈ ವಾರ ನಿಮಗೆ ವಿದೇಶ ಪ್ರವಾಸ ಯೋಗ' ಎಂದು ಜ್ಯೋತಿಷಿಯೊಬ್ಬರು ಬರೆದಿದ್ದಾರೆ. ಅದು ಎರಡೂ ತಿಂಗಳ ಹಿಂದೆ ಬರೆದ ಭವಿಷ್ಯವಾಣಿ. ಈ ಜ್ಯೋತಿಷಿಗಳು ಹಣಕ್ಕಾಗಿ ಮೂರ್ನಾಲ್ಕು ತಿಂಗಳ ಭವಿಷ್ಯವನ್ನು ಸಮಯ ಸಿಕ್ಕಾಗ ಒಂದೇ ಸಲ ಬರೆದು ಕಳಿಸಿಕೊಟ್ಟಿದ್ದರ ಪರಿಣಾಮವಿದು. ಕರೋನಾ ಇವರ ಭವಿಷ್ಯವನ್ನೇ ಬರೆದು ಹಾಕಿದೆ. ಕಣ್ಣು ಮುಚ್ಚಿ ಕುಳಿತು ಯೋಚಿಸಿದರೆ, ದೇವರೊಂದೇ ಸತ್ಯ, ಉಳಿದುದೆಲ್ಲವೂ ಮೋಸ ಎಂಬುದು ಗೊತ್ತಾಗುತ್ತಿದೆ. ಪ್ರಕೃತಿ ಎಲ್ಲರನ್ನೂ ಲೆವೆಲ್ ಮಾಡುತ್ತಿದೆ. ಹಾಗೆ ಆಗುತ್ತಿರುವುದು ಒಳ್ಳೆಯದೇ! bbox=[1409, 1201, 1809, 1464]
column-3 bbox=[952, 615, 1382, 1971]
column-divider bbox=[939, 615, 940, 1971]
paragraph: ದೌಲತ್ತು ನಿನಗಿರಲಿ, ನನ್ನ ಪ್ರಾಣ ನನಗಿರಲಿ ಎಂದು ಇಂಥ ಜಂಗುಳಿಯಿಂದ ದೂರವೇ ಉಳಿಯುತ್ತಾರೆ. bbox=[952, 617, 1382, 660]
column-divider bbox=[1395, 322, 1396, 1971]
website[interactable] bbox=[1551, 107, 1789, 140]
column-label: ಬೇಟೆ bbox=[736, 391, 804, 436]
column-4 bbox=[1409, 322, 1809, 1971]
byline-separator bbox=[721, 450, 819, 452]
paragraph: ಇಂದು ಎಂಥಾ ಸ್ಥಿತಿ ಬಂದಿದೆ ನೋಡಿ. ಜನರ ಹತ್ತಿರ ಹಣವಿದೆ, ಆದರೆ ಖರ್ಚು ಮಾಡುವಂತಿಲ್ಲ. ಮೂರು - ನಾಲ್ಕು ಕಾರುಗಳಿವೆ, ಅದನ್ನು ಹೊರಕ್ಕೆ ತೆಗೆಯುವಂತಿಲ್ಲ. ಒಳ್ಳೊಳ್ಳೆ ಡ್ರೆಸ್ ಗಳಿವೆ, ಆದರೆ ಅವನ್ನು ಧರಿಸುವಂತಿಲ್ಲ. ಫೈವ್ ಸ್ಟಾರ್ ಹೋಟೆಲ್‌ಗೆ ಹೋಗಿ ಶೋಕಿ ಮಾಡೋಣ ಅಂದ್ರೆ, ಅವೆಲ್ಲ ಬಂದ್ ಆಗಿವೆ. ಆತ್ಮೀಯರನ್ನು ಭೇಟಿ ಮಾಡಲೂ ಆಗುವುದಿಲ್ಲ. ಗರ್ಲ್ ಫ್ರೆಂಡ್ ನೋಡಲೂ ಆಗುವುದಿಲ್ಲ. ಒಂದು ವೇಳೆ ಸಿಕ್ಕರೂ ಬರಿ ನೋಡಬೇಕಷ್ಟೇ. ಎಲ್ಲರಿಗೂ ಸಮಯವಿದೆ, ಆದರೆ ಮನೆಯಲ್ಲಿ ಸಣ್ಣ ಮಜಾ ಮಾಡೋಣ ಅಂದ್ರೆ, ಸಾಮಾಜಿಕ ಅಂತರ ಕಾಪಾಡಿಕೊಳ್ಳಬೇಕಾದ ಅಗತ್ಯ ಮತ್ತು ಕಾಪಾಡಿಕೊಳ್ಳಲೇಬೇಕಾದ ಅನಿವಾರ್ಯತೆ, ಭಯ. ಪಾರ್ಟಿ ಮಾಡೋಣ ಅಂದರೆ ಒಂದು ಗುಟುಕು ಗುಂಡು ಸಿಗುತ್ತಿಲ್ಲ. ಬಾಯಿಚಪಲ ತೀರಿಸಿಕೊಳ್ಳಲು ದಾರಿ ಬದಿ ಪಾನಿಪುರಿ ಅಂಗಡಿಯೂ ಕ್ಲೋಸ್. bbox=[952, 673, 1382, 912]
